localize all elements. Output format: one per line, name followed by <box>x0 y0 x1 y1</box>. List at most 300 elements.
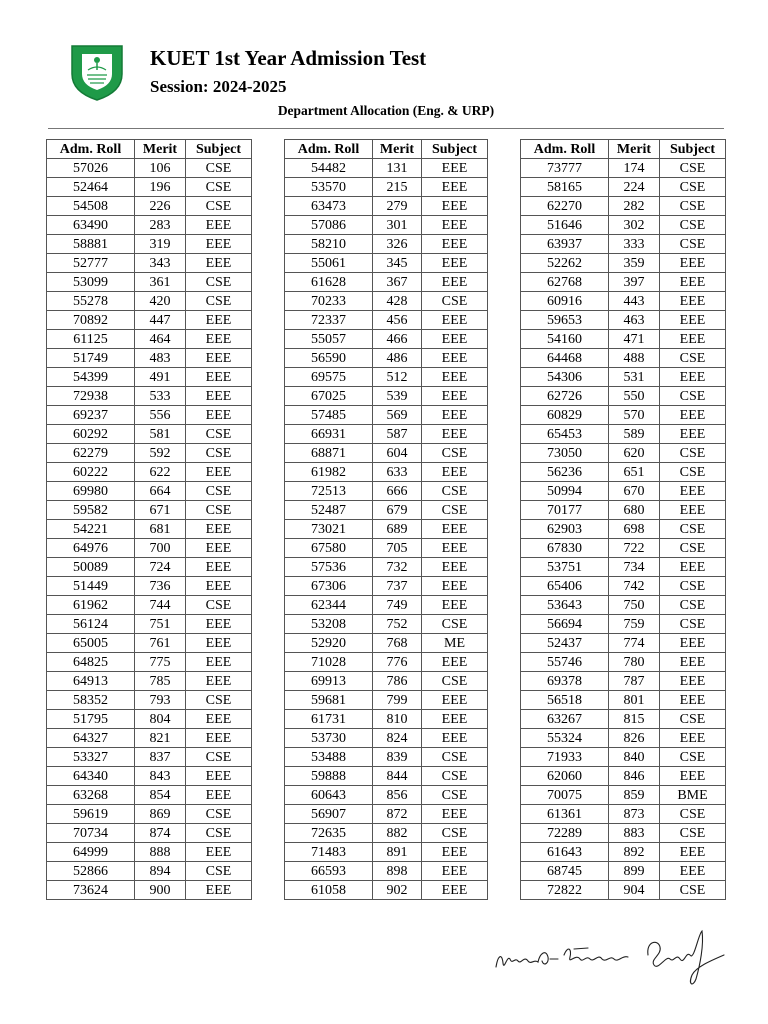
cell-roll: 60222 <box>47 463 135 482</box>
cell-subject: EEE <box>186 349 252 368</box>
table-row <box>47 653 252 672</box>
cell-roll: 72513 <box>285 482 373 501</box>
cell-roll: 64913 <box>47 672 135 691</box>
table-row <box>47 805 252 824</box>
table-row <box>285 577 488 596</box>
header-divider <box>48 128 724 129</box>
cell-subject: EEE <box>186 254 252 273</box>
table-row <box>47 691 252 710</box>
cell-subject: CSE <box>422 672 488 691</box>
table-row <box>285 786 488 805</box>
cell-merit: 899 <box>609 862 660 881</box>
table-row <box>47 197 252 216</box>
cell-subject: EEE <box>660 501 726 520</box>
cell-merit: 856 <box>373 786 422 805</box>
cell-merit: 569 <box>373 406 422 425</box>
cell-merit: 732 <box>373 558 422 577</box>
cell-merit: 900 <box>135 881 186 900</box>
cell-subject: CSE <box>186 691 252 710</box>
cell-subject: CSE <box>660 615 726 634</box>
cell-subject: CSE <box>186 805 252 824</box>
table-row <box>47 501 252 520</box>
cell-roll: 57536 <box>285 558 373 577</box>
cell-subject: CSE <box>422 615 488 634</box>
cell-subject: EEE <box>186 843 252 862</box>
cell-subject: EEE <box>422 710 488 729</box>
cell-roll: 62270 <box>521 197 609 216</box>
cell-roll: 61628 <box>285 273 373 292</box>
cell-subject: EEE <box>422 178 488 197</box>
cell-merit: 447 <box>135 311 186 330</box>
cell-roll: 69378 <box>521 672 609 691</box>
table-row <box>47 387 252 406</box>
cell-subject: EEE <box>186 558 252 577</box>
cell-subject: EEE <box>660 767 726 786</box>
table-row <box>285 463 488 482</box>
cell-roll: 52437 <box>521 634 609 653</box>
cell-roll: 55061 <box>285 254 373 273</box>
cell-subject: EEE <box>186 786 252 805</box>
cell-subject: CSE <box>660 710 726 729</box>
table-row <box>285 520 488 539</box>
cell-roll: 65453 <box>521 425 609 444</box>
table-row <box>285 406 488 425</box>
cell-roll: 69913 <box>285 672 373 691</box>
cell-merit: 491 <box>135 368 186 387</box>
cell-subject: EEE <box>422 577 488 596</box>
table-row <box>47 558 252 577</box>
table-row <box>521 786 726 805</box>
cell-subject: EEE <box>660 729 726 748</box>
cell-merit: 801 <box>609 691 660 710</box>
cell-roll: 72635 <box>285 824 373 843</box>
cell-merit: 343 <box>135 254 186 273</box>
table-row <box>285 501 488 520</box>
cell-subject: EEE <box>186 710 252 729</box>
cell-roll: 56518 <box>521 691 609 710</box>
cell-subject: CSE <box>660 349 726 368</box>
table-row <box>47 824 252 843</box>
table-row <box>47 292 252 311</box>
table-row <box>285 254 488 273</box>
table-row <box>47 577 252 596</box>
cell-subject: CSE <box>422 482 488 501</box>
cell-merit: 759 <box>609 615 660 634</box>
cell-roll: 63937 <box>521 235 609 254</box>
cell-merit: 742 <box>609 577 660 596</box>
cell-subject: EEE <box>422 596 488 615</box>
cell-merit: 679 <box>373 501 422 520</box>
cell-roll: 61962 <box>47 596 135 615</box>
cell-merit: 821 <box>135 729 186 748</box>
cell-subject: CSE <box>660 539 726 558</box>
table-row <box>285 349 488 368</box>
cell-subject: EEE <box>186 767 252 786</box>
table-row <box>47 216 252 235</box>
cell-merit: 891 <box>373 843 422 862</box>
cell-subject: EEE <box>422 273 488 292</box>
cell-subject: EEE <box>186 672 252 691</box>
table-row <box>521 216 726 235</box>
cell-roll: 52262 <box>521 254 609 273</box>
cell-roll: 54508 <box>47 197 135 216</box>
cell-roll: 57485 <box>285 406 373 425</box>
table-row <box>521 463 726 482</box>
table-row <box>521 482 726 501</box>
cell-subject: CSE <box>186 292 252 311</box>
cell-merit: 592 <box>135 444 186 463</box>
cell-merit: 902 <box>373 881 422 900</box>
cell-roll: 71028 <box>285 653 373 672</box>
cell-roll: 62903 <box>521 520 609 539</box>
cell-merit: 456 <box>373 311 422 330</box>
cell-roll: 55057 <box>285 330 373 349</box>
cell-subject: EEE <box>660 254 726 273</box>
cell-subject: EEE <box>422 558 488 577</box>
table-row <box>285 634 488 653</box>
cell-roll: 62726 <box>521 387 609 406</box>
cell-merit: 589 <box>609 425 660 444</box>
cell-roll: 53570 <box>285 178 373 197</box>
cell-roll: 61125 <box>47 330 135 349</box>
cell-merit: 837 <box>135 748 186 767</box>
cell-subject: EEE <box>422 539 488 558</box>
cell-merit: 226 <box>135 197 186 216</box>
cell-roll: 53643 <box>521 596 609 615</box>
cell-subject: CSE <box>660 235 726 254</box>
cell-subject: EEE <box>422 254 488 273</box>
cell-merit: 464 <box>135 330 186 349</box>
table-row <box>285 748 488 767</box>
cell-merit: 550 <box>609 387 660 406</box>
table-row <box>521 406 726 425</box>
table-row <box>47 425 252 444</box>
cell-roll: 63490 <box>47 216 135 235</box>
cell-subject: CSE <box>422 786 488 805</box>
cell-roll: 64999 <box>47 843 135 862</box>
table-row <box>285 558 488 577</box>
cell-subject: CSE <box>186 444 252 463</box>
table-row <box>285 615 488 634</box>
table-row <box>521 444 726 463</box>
column-header-merit: Merit <box>373 140 422 159</box>
cell-merit: 780 <box>609 653 660 672</box>
cell-merit: 698 <box>609 520 660 539</box>
table-row <box>47 748 252 767</box>
cell-merit: 750 <box>609 596 660 615</box>
cell-roll: 61731 <box>285 710 373 729</box>
cell-subject: CSE <box>186 862 252 881</box>
table-row <box>47 672 252 691</box>
cell-subject: CSE <box>422 444 488 463</box>
cell-subject: EEE <box>422 729 488 748</box>
cell-roll: 72289 <box>521 824 609 843</box>
cell-roll: 51449 <box>47 577 135 596</box>
cell-merit: 894 <box>135 862 186 881</box>
table-row <box>285 691 488 710</box>
column-header-subject: Subject <box>422 140 488 159</box>
cell-merit: 761 <box>135 634 186 653</box>
cell-merit: 359 <box>609 254 660 273</box>
cell-subject: CSE <box>660 881 726 900</box>
cell-roll: 56907 <box>285 805 373 824</box>
cell-roll: 55324 <box>521 729 609 748</box>
cell-subject: CSE <box>660 444 726 463</box>
cell-subject: CSE <box>660 805 726 824</box>
table-row <box>285 159 488 178</box>
cell-merit: 681 <box>135 520 186 539</box>
cell-roll: 54221 <box>47 520 135 539</box>
allocation-table-2 <box>284 139 488 900</box>
table-row <box>47 596 252 615</box>
table-row <box>521 881 726 900</box>
cell-roll: 54482 <box>285 159 373 178</box>
cell-roll: 52487 <box>285 501 373 520</box>
table-row <box>47 634 252 653</box>
cell-roll: 62060 <box>521 767 609 786</box>
cell-roll: 56124 <box>47 615 135 634</box>
cell-merit: 570 <box>609 406 660 425</box>
cell-merit: 844 <box>373 767 422 786</box>
cell-merit: 689 <box>373 520 422 539</box>
cell-merit: 793 <box>135 691 186 710</box>
cell-roll: 70177 <box>521 501 609 520</box>
cell-subject: EEE <box>422 653 488 672</box>
table-row <box>285 273 488 292</box>
cell-merit: 345 <box>373 254 422 273</box>
table-row <box>47 463 252 482</box>
table-row <box>521 615 726 634</box>
cell-roll: 51646 <box>521 216 609 235</box>
cell-merit: 826 <box>609 729 660 748</box>
cell-merit: 840 <box>609 748 660 767</box>
cell-subject: EEE <box>186 653 252 672</box>
cell-roll: 53208 <box>285 615 373 634</box>
cell-roll: 73021 <box>285 520 373 539</box>
cell-merit: 799 <box>373 691 422 710</box>
cell-merit: 622 <box>135 463 186 482</box>
table-row <box>285 767 488 786</box>
cell-subject: EEE <box>186 881 252 900</box>
column-header-merit: Merit <box>609 140 660 159</box>
cell-subject: EEE <box>660 634 726 653</box>
cell-merit: 846 <box>609 767 660 786</box>
cell-roll: 72938 <box>47 387 135 406</box>
cell-subject: EEE <box>186 368 252 387</box>
cell-merit: 106 <box>135 159 186 178</box>
cell-merit: 488 <box>609 349 660 368</box>
table-row <box>521 159 726 178</box>
table-row <box>285 292 488 311</box>
cell-roll: 70892 <box>47 311 135 330</box>
cell-roll: 56694 <box>521 615 609 634</box>
column-header-merit: Merit <box>135 140 186 159</box>
cell-merit: 749 <box>373 596 422 615</box>
table-row <box>285 539 488 558</box>
cell-merit: 869 <box>135 805 186 824</box>
cell-subject: EEE <box>422 862 488 881</box>
table-row <box>47 729 252 748</box>
cell-roll: 52777 <box>47 254 135 273</box>
cell-merit: 367 <box>373 273 422 292</box>
cell-roll: 55746 <box>521 653 609 672</box>
cell-roll: 67580 <box>285 539 373 558</box>
table-row <box>521 634 726 653</box>
cell-subject: EEE <box>186 330 252 349</box>
cell-roll: 53730 <box>285 729 373 748</box>
cell-roll: 54160 <box>521 330 609 349</box>
cell-merit: 620 <box>609 444 660 463</box>
table-row <box>521 501 726 520</box>
cell-roll: 53488 <box>285 748 373 767</box>
cell-roll: 52866 <box>47 862 135 881</box>
cell-merit: 174 <box>609 159 660 178</box>
cell-subject: CSE <box>660 463 726 482</box>
cell-subject: CSE <box>186 159 252 178</box>
cell-merit: 224 <box>609 178 660 197</box>
table-row <box>285 653 488 672</box>
cell-roll: 54399 <box>47 368 135 387</box>
cell-merit: 539 <box>373 387 422 406</box>
cell-roll: 72822 <box>521 881 609 900</box>
page-title: KUET 1st Year Admission Test <box>150 46 427 70</box>
table-row <box>521 292 726 311</box>
cell-roll: 61643 <box>521 843 609 862</box>
table-row <box>285 178 488 197</box>
cell-roll: 70734 <box>47 824 135 843</box>
cell-subject: EEE <box>186 216 252 235</box>
cell-subject: ME <box>422 634 488 653</box>
column-header-adm-roll: Adm. Roll <box>521 140 609 159</box>
cell-merit: 671 <box>135 501 186 520</box>
cell-merit: 302 <box>609 216 660 235</box>
table-row <box>521 767 726 786</box>
cell-roll: 71483 <box>285 843 373 862</box>
table-row <box>47 330 252 349</box>
cell-merit: 815 <box>609 710 660 729</box>
cell-merit: 512 <box>373 368 422 387</box>
cell-subject: CSE <box>422 767 488 786</box>
cell-roll: 64340 <box>47 767 135 786</box>
cell-merit: 737 <box>373 577 422 596</box>
cell-subject: EEE <box>422 691 488 710</box>
table-row <box>521 330 726 349</box>
cell-subject: CSE <box>186 197 252 216</box>
cell-subject: EEE <box>660 862 726 881</box>
cell-merit: 420 <box>135 292 186 311</box>
table-row <box>521 520 726 539</box>
cell-roll: 59888 <box>285 767 373 786</box>
cell-subject: EEE <box>186 311 252 330</box>
cell-roll: 73624 <box>47 881 135 900</box>
table-row <box>521 558 726 577</box>
cell-merit: 882 <box>373 824 422 843</box>
kuet-logo-icon <box>68 42 126 102</box>
cell-merit: 666 <box>373 482 422 501</box>
cell-subject: EEE <box>660 653 726 672</box>
table-row <box>285 368 488 387</box>
table-row <box>521 539 726 558</box>
cell-roll: 68745 <box>521 862 609 881</box>
cell-roll: 61982 <box>285 463 373 482</box>
table-row <box>285 843 488 862</box>
cell-subject: CSE <box>186 596 252 615</box>
cell-roll: 53751 <box>521 558 609 577</box>
cell-roll: 68871 <box>285 444 373 463</box>
table-row <box>47 406 252 425</box>
cell-subject: EEE <box>422 197 488 216</box>
cell-subject: EEE <box>422 406 488 425</box>
table-row <box>285 482 488 501</box>
table-row <box>285 729 488 748</box>
cell-merit: 361 <box>135 273 186 292</box>
cell-roll: 63268 <box>47 786 135 805</box>
cell-merit: 752 <box>373 615 422 634</box>
cell-merit: 824 <box>373 729 422 748</box>
cell-merit: 283 <box>135 216 186 235</box>
cell-merit: 734 <box>609 558 660 577</box>
table-row <box>521 805 726 824</box>
cell-subject: CSE <box>660 577 726 596</box>
table-row <box>521 349 726 368</box>
cell-subject: EEE <box>422 843 488 862</box>
table-row <box>47 273 252 292</box>
cell-roll: 69237 <box>47 406 135 425</box>
cell-roll: 61058 <box>285 881 373 900</box>
cell-subject: EEE <box>186 634 252 653</box>
table-row <box>47 539 252 558</box>
cell-merit: 892 <box>609 843 660 862</box>
table-row <box>285 805 488 824</box>
cell-subject: CSE <box>422 501 488 520</box>
cell-subject: EEE <box>660 558 726 577</box>
column-header-adm-roll: Adm. Roll <box>285 140 373 159</box>
table-row <box>521 577 726 596</box>
cell-roll: 67830 <box>521 539 609 558</box>
cell-roll: 62768 <box>521 273 609 292</box>
cell-roll: 61361 <box>521 805 609 824</box>
cell-roll: 58881 <box>47 235 135 254</box>
cell-roll: 51749 <box>47 349 135 368</box>
cell-roll: 69575 <box>285 368 373 387</box>
cell-subject: EEE <box>660 311 726 330</box>
cell-merit: 804 <box>135 710 186 729</box>
table-row <box>285 311 488 330</box>
table-row <box>521 672 726 691</box>
cell-merit: 531 <box>609 368 660 387</box>
cell-subject: CSE <box>660 216 726 235</box>
table-row <box>285 216 488 235</box>
cell-subject: CSE <box>660 197 726 216</box>
table-row <box>47 615 252 634</box>
table-row <box>285 881 488 900</box>
cell-merit: 873 <box>609 805 660 824</box>
table-row <box>47 482 252 501</box>
table-row <box>521 235 726 254</box>
table-row <box>47 254 252 273</box>
cell-roll: 70233 <box>285 292 373 311</box>
cell-merit: 854 <box>135 786 186 805</box>
cell-merit: 775 <box>135 653 186 672</box>
cell-subject: CSE <box>660 387 726 406</box>
cell-merit: 680 <box>609 501 660 520</box>
table-row <box>285 444 488 463</box>
table-row <box>47 235 252 254</box>
cell-merit: 428 <box>373 292 422 311</box>
cell-roll: 63267 <box>521 710 609 729</box>
cell-subject: EEE <box>186 577 252 596</box>
cell-merit: 744 <box>135 596 186 615</box>
